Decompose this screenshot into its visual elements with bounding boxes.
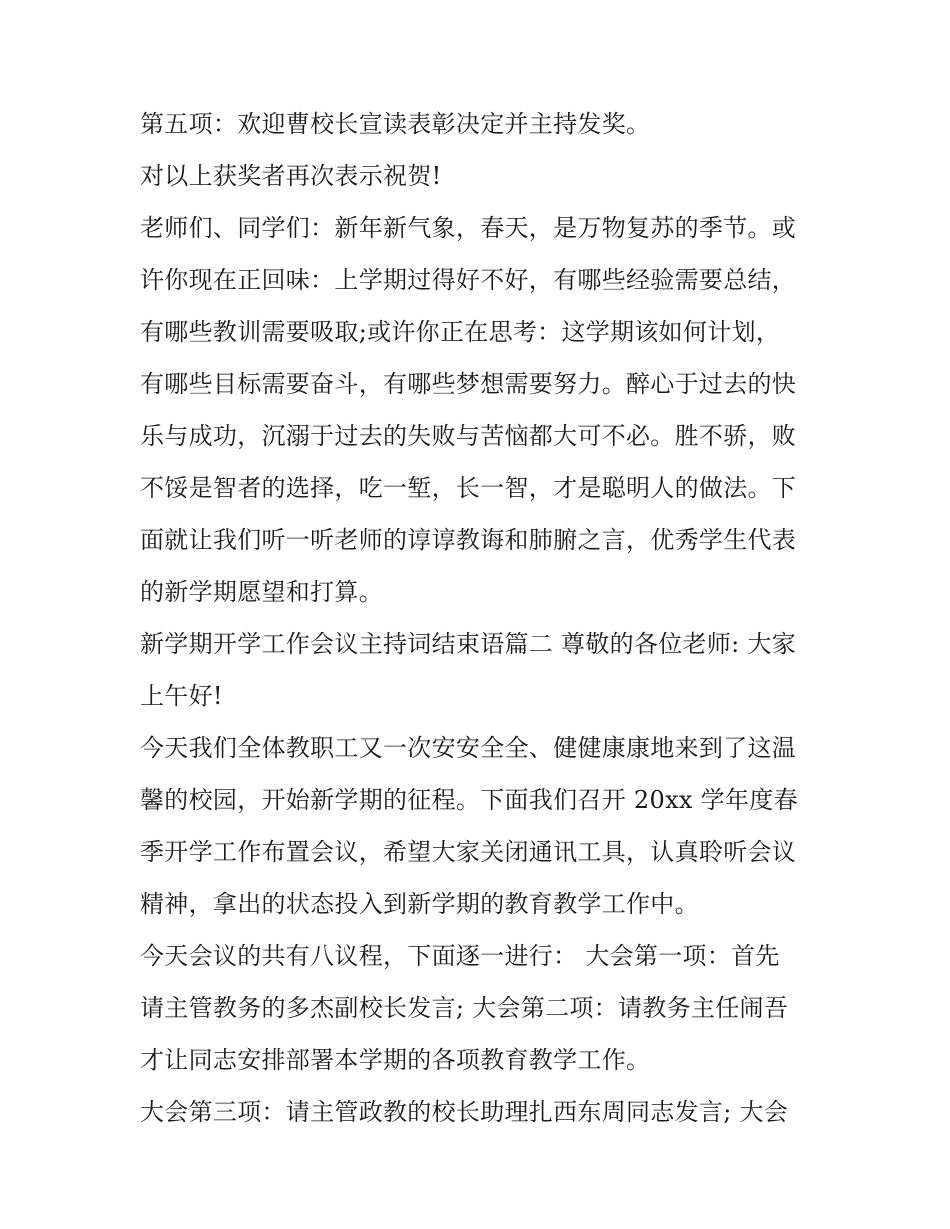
text-line: 今天我们全体教职工又一次安安全全、健健康康地来到了这温 — [140, 734, 797, 762]
text-line: 大会第三项：请主管政教的校长助理扎西东周同志发言; 大会 — [140, 1098, 789, 1126]
text-line: 面就让我们听一听老师的谆谆教诲和肺腑之言，优秀学生代表 — [140, 526, 797, 554]
text-line: 才让同志安排部署本学期的各项教育教学工作。 — [140, 1046, 651, 1074]
text-line: 对以上获奖者再次表示祝贺! — [140, 162, 442, 190]
text-line: 不馁是智者的选择，吃一堑，长一智，才是聪明人的做法。下 — [140, 474, 797, 502]
document-page — [140, 108, 820, 1148]
text-line: 请主管教务的多杰副校长发言; 大会第二项：请教务主任闹吾 — [140, 994, 789, 1022]
text-line: 许你现在正回味：上学期过得好不好，有哪些经验需要总结， — [140, 266, 797, 294]
text-line: 馨的校园，开始新学期的征程。下面我们召开 20xx 学年度春 — [140, 786, 798, 814]
text-line: 今天会议的共有八议程，下面逐一进行： 大会第一项：首先 — [140, 942, 780, 970]
text-line: 季开学工作布置会议，希望大家关闭通讯工具，认真聆听会议 — [140, 838, 797, 866]
text-line: 的新学期愿望和打算。 — [140, 578, 383, 606]
text-line: 有哪些教训需要吸取;或许你正在思考：这学期该如何计划， — [140, 318, 781, 346]
text-line: 有哪些目标需要奋斗，有哪些梦想需要努力。醉心于过去的快 — [140, 370, 797, 398]
text-line: 乐与成功，沉溺于过去的失败与苦恼都大可不必。胜不骄，败 — [140, 422, 797, 450]
text-line: 第五项：欢迎曹校长宣读表彰决定并主持发奖。 — [140, 110, 651, 138]
text-line: 新学期开学工作会议主持词结束语篇二 尊敬的各位老师: 大家 — [140, 630, 797, 658]
text-line: 上午好! — [140, 682, 223, 710]
text-line: 精神，拿出的状态投入到新学期的教育教学工作中。 — [140, 890, 699, 918]
text-line: 老师们、同学们：新年新气象，春天，是万物复苏的季节。或 — [140, 214, 797, 242]
